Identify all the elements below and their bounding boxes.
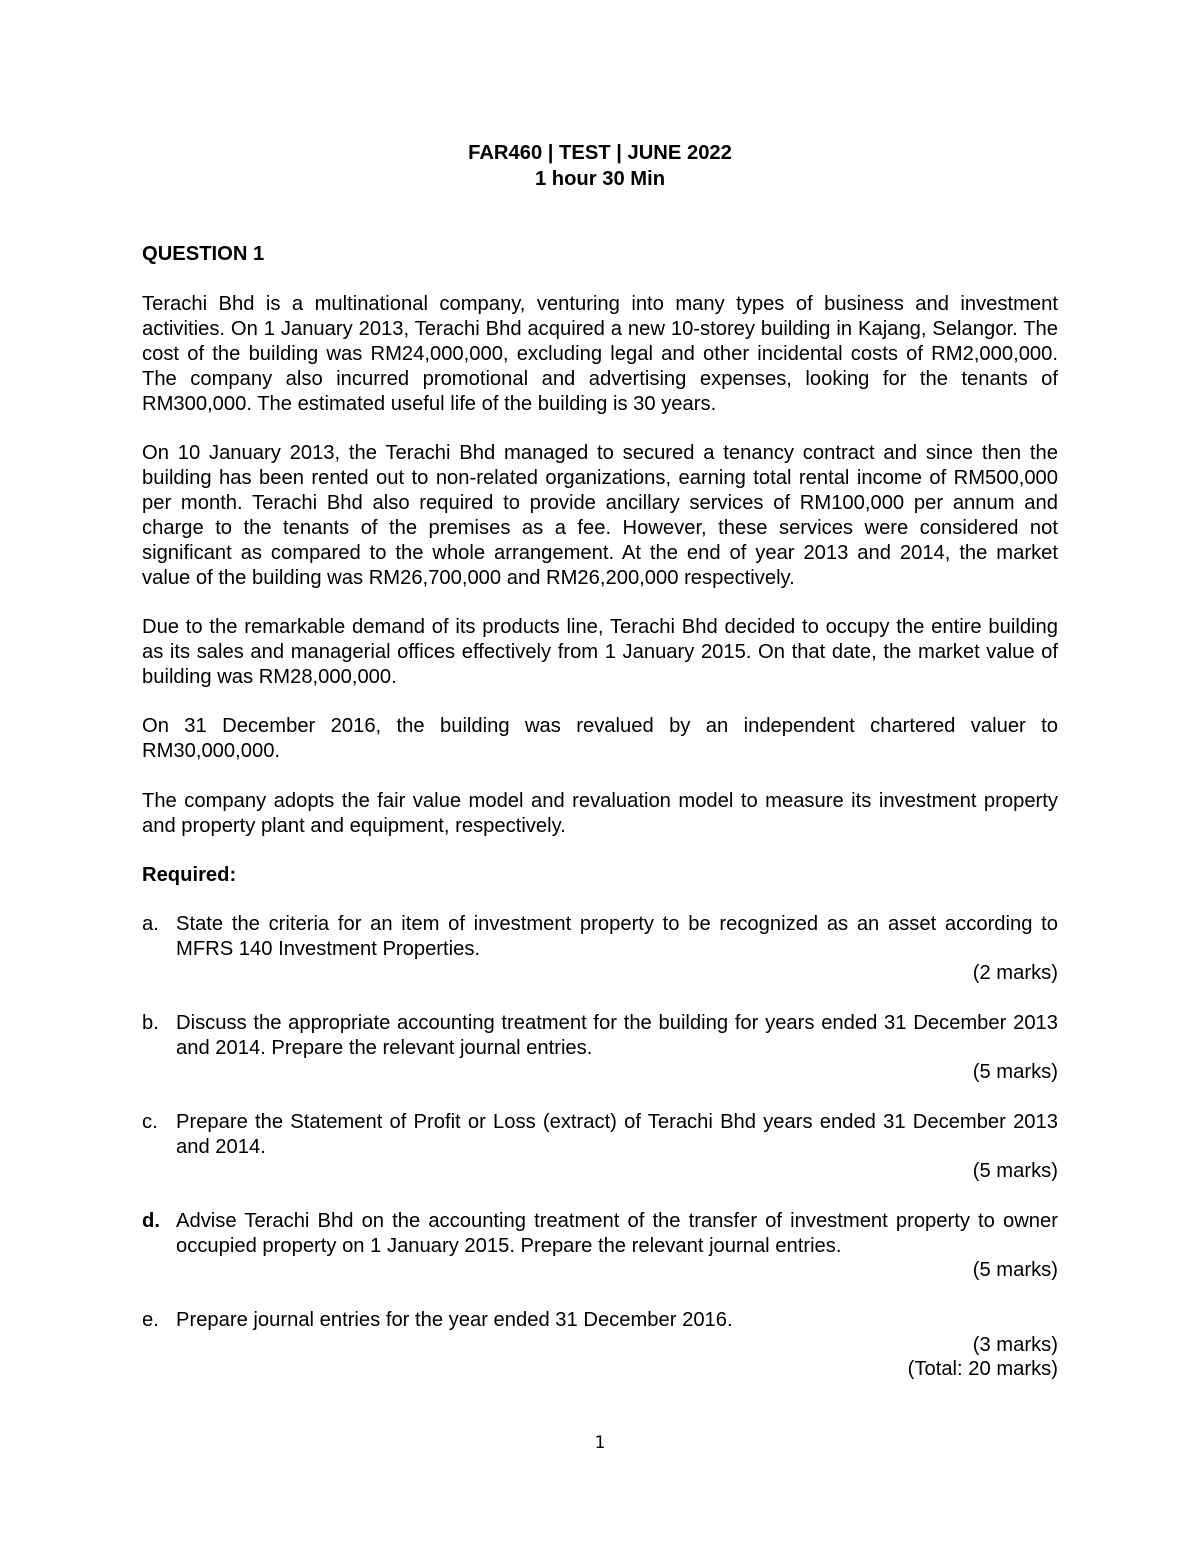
item-letter: a. [142, 913, 159, 935]
item-letter: b. [142, 1012, 159, 1034]
item-text: Discuss the appropriate accounting treatment for the building for years ended 31 December 2013 and 2014. Prepare the relevant journal entries. [176, 1012, 1058, 1059]
item-text: Prepare journal entries for the year ended 31 December 2016. [176, 1309, 733, 1331]
paragraph-1: Terachi Bhd is a multinational company, venturing into many types of business and investment activities. On 1 January 2013, Terachi Bhd acquired a new 10-storey building in Kajang, Selangor. The cost of the building was RM24,000,000, excluding legal and other incidental costs of RM2,000,000. The company also incurred promotional and advertising expenses, looking for the tenants of RM300,000. The estimated useful life of the building is 30 years. [142, 293, 1058, 415]
page-number: 1 [594, 1433, 606, 1453]
marks-b: (5 marks) [972, 1061, 1058, 1083]
paragraph-2: On 10 January 2013, the Terachi Bhd managed to secured a tenancy contract and since then the building has been rented out to non-related organizations, earning total rental income of RM500,000 per month. Terachi Bhd also required to provide ancillary services of RM100,000 per annum and charge to the tenants of the premises as a fee. However, these services were considered not significant as compared to the whole arrangement. At the end of year 2013 and 2014, the market value of the building was RM26,700,000 and RM26,200,000 respectively. [142, 442, 1058, 589]
total-marks: (Total: 20 marks) [907, 1358, 1058, 1380]
marks-d: (5 marks) [972, 1259, 1058, 1281]
paragraph-3: Due to the remarkable demand of its products line, Terachi Bhd decided to occupy the entire building as its sales and managerial offices effectively from 1 January 2015. On that date, the market value of building was RM28,000,000. [142, 616, 1058, 688]
item-text: Advise Terachi Bhd on the accounting treatment of the transfer of investment property to owner occupied property on 1 January 2015. Prepare the relevant journal entries. [176, 1210, 1058, 1257]
paragraph-5: The company adopts the fair value model and revaluation model to measure its investment property and property plant and equipment, respectively. [142, 790, 1058, 837]
exam-header-duration: 1 hour 30 Min [534, 168, 666, 190]
marks-e: (3 marks) [972, 1334, 1058, 1356]
item-letter: c. [142, 1111, 158, 1133]
item-text: Prepare the Statement of Profit or Loss (extract) of Terachi Bhd years ended 31 December 2013 and 2014. [176, 1111, 1058, 1158]
paragraph-4: On 31 December 2016, the building was revalued by an independent chartered valuer to RM30,000,000. [142, 715, 1058, 762]
exam-header-title: FAR460 | TEST | JUNE 2022 [468, 142, 732, 164]
item-letter: d. [142, 1210, 160, 1232]
question-title: QUESTION 1 [142, 243, 265, 265]
item-text: State the criteria for an item of investment property to be recognized as an asset according to MFRS 140 Investment Properties. [176, 913, 1058, 960]
required-label: Required: [142, 864, 237, 886]
marks-c: (5 marks) [972, 1160, 1058, 1182]
marks-a: (2 marks) [972, 962, 1058, 984]
item-letter: e. [142, 1309, 159, 1331]
